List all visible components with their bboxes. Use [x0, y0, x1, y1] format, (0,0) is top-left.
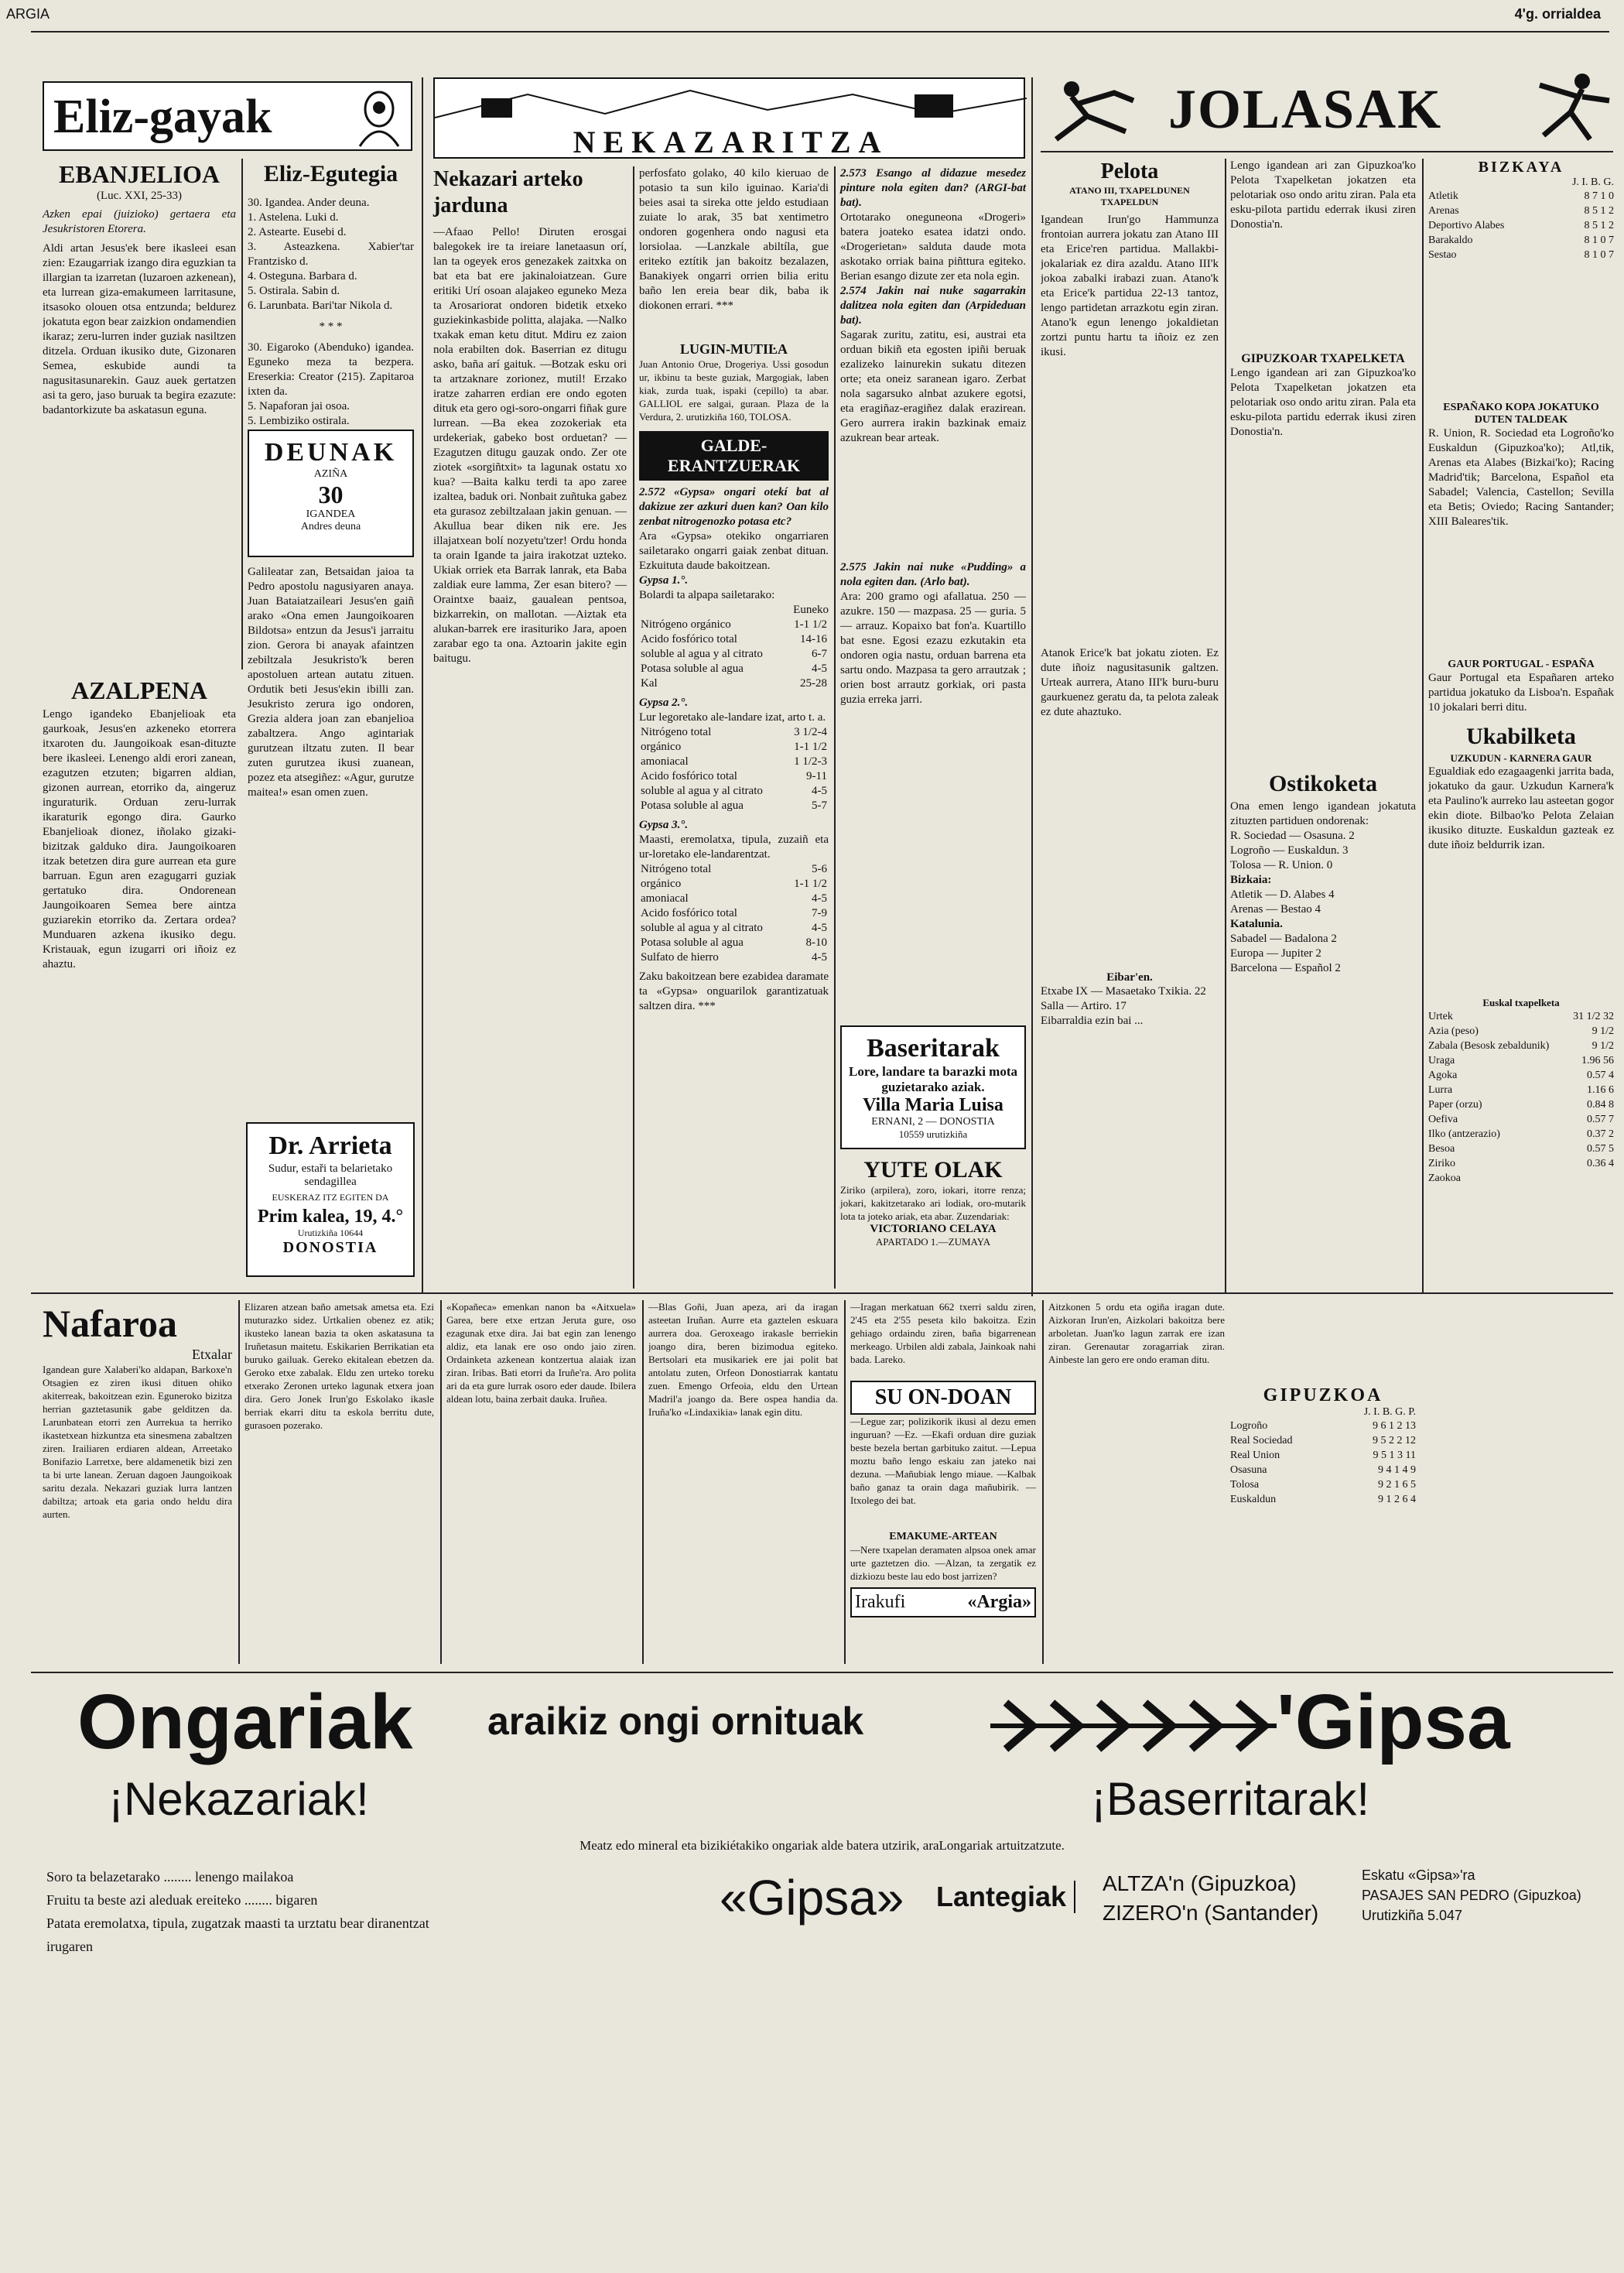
match-result: Europa — Jupiter 2 [1230, 947, 1321, 960]
table-row: Real Sociedad 9 5 2 2 12 [1230, 1435, 1416, 1446]
deunak-month: IGANDEA [306, 508, 356, 520]
nafaroa-col5: —Iragan merkatuan 662 txerri saldu ziren, 2'45 eta 2'55 peseta kilo bakoitza. Ezin gehiago ordaindu ziren, baña bigarrenean merkeago. Urbilen aldi zabala, Jainkoak nahi bada. Lareko. [850, 1301, 1036, 1365]
bizkaia-head: J. I. B. G. [1571, 176, 1614, 188]
qa-q2575: 2.575 Jakin nai nuke «Pudding» a nola egiten dan. (Arlo bat). [840, 561, 1026, 588]
seeds-body: perfosfato golako, 40 kilo kieruao de potasio ta sun kilo iguinao. Karia'di beies asai ta sireka otte jeldo estudiaan zuiate lo arak, 35 bat xentimetro ondoren gogenhera ondo nagusi eta lorsiolaa. —Lanzkale abiltíla, gue eriteko eztítik jan bakoitz bezalazen, Banakiyek ongarri orrien bilia eritu baño len ereia bear dik, baba ik diokonen errari. *** [639, 167, 829, 312]
galde-q2572: 2.572 «Gypsa» ongari otekí bat al dakizue zer azkuri duen kan? Oan kilo zenbat nitrogenozko potasa etc? [639, 486, 829, 528]
arrieta-ad [246, 1122, 415, 1277]
nafaroa-etxalar: Etxalar [192, 1347, 232, 1362]
gipsa-middle: araikiz ongi ornituak [487, 1700, 864, 1743]
gipsa-pasajes: PASAJES SAN PEDRO (Gipuzkoa) [1362, 1888, 1581, 1903]
yute-name: VICTORIANO CELAYA [870, 1223, 997, 1235]
espanak-title: ESPAÑAKO KOPA JOKATUKO DUTEN TALDEAK [1443, 402, 1599, 426]
table-row: Sestao 8 1 0 7 [1428, 249, 1614, 261]
nekazaritza-title: NEKAZARITZA [573, 125, 889, 159]
deunak-box [248, 430, 414, 557]
table-row: Urtek 31 1/2 32 [1428, 1011, 1614, 1022]
table-row: Uraga 1.96 56 [1428, 1055, 1614, 1066]
galde-a2572: Ara «Gypsa» otekiko ongarriaren sailetarako ongarri gaiak zenbat dituan. Ezkuituta daude bakoitzean. [639, 530, 829, 572]
ostikoketa-title: Ostikoketa [1268, 771, 1377, 796]
table-row: Nitrógeno orgánico 1-1 1/2 [641, 618, 827, 631]
ukabilketa-title: Ukabilketa [1466, 724, 1576, 749]
gipsa-row2: Fruitu ta beste azi aleduak ereiteko ........ bigaren [46, 1892, 318, 1908]
qa-q2574: 2.574 Jakin nai nuke sagarrakin dalitzea nola egiten dan (Arpideduan bat). [840, 285, 1026, 327]
nekazaritza-body: —Afaao Pello! Diruten erosgai balegokek ire ta ireiare lanetaasun orí, lan ta ogeyek eros genezakek zaitxka on bat eta bat ere jakinaloiatzean. Gure eritiki Urí osoan alajakeo eguneko Meza ta Arosariorat ondoren bidetik etxeko guziekinkasbide politta, alajaka. —Nalko txakak eman ketu ditut. Mdiru ez zaion nola erabilten dok. Baserrian ez ditugu asko, baña arí gaituk. —Botzak esku ori ta artzaknare zorionez, mutil! Erzako iratze zaharren erdian ere ondo egoten dituk eta gero ogi-soro-ongarri fiñak gure lurrean. —Ba ekea zozokeriak eta urdekeriak, gabeko bost orduetan? —Ezagutzen ditugu gauzak ondo. Zer ote ziotek «sorgiñtxit» ta lagunak ostatu xo kua? —Baita kalku terdi ta apo zaree izaltea, baduk ori. Nonbait zuñtuka gabez eta gurasoz zebiltzalaan jakin genuan. —Akullua bear diken nik ere. Jes illajatxean bolí nozyetu'tzer! Ordu honda ta orain Igande ta jaira irakotzat uzteko. Ukiak orriek eta Barrak lanrak, eta Baba zaldiak eure lamma, Zer esan bitero? —Oraintxe baaiz, gaualean pentsoa, bizkarrekin, on mallotan. —Aiztak eta alukan-barrek ere irasituriko Jara, apoen zarabar ego ta ona. Aztoarin jakite egin baitugu. [433, 226, 627, 665]
table-row: soluble al agua y al citrato 6-7 [641, 648, 827, 660]
baseritarak-title: Baseritarak [867, 1034, 1000, 1063]
nafaroa-title: Nafaroa [43, 1302, 178, 1345]
pelota-body2: Atanok Erice'k bat jokatu zioten. Ez dute iñoiz nagusitasunik galtzen. Urteak aurrera, Atano III'k buru-buru gaurkuenez geratu da, ta pelota zaleak ez dute ahaztuko. [1041, 647, 1219, 718]
eliz-gayak-banner [43, 81, 412, 151]
irakufi-argia: «Argia» [967, 1592, 1031, 1612]
table-row: Acido fosfórico total 9-11 [641, 770, 827, 782]
suondoan-body: —Legue zar; polizikorik ikusi al dezu emen inguruan? —Ez. —Ekafi orduan dire guziak beste bezela bertan garbituko zaitut. —Lepua moztu baño lengo eskaiu zan jateko nai dezuna. —Mañubiak lengo miaue. —Kalbak baño ganaz ta orain daga mañubirik. —Itxolego dei bat. [850, 1415, 1036, 1506]
ukabilketa-body: Egualdiak edo ezagaagenki jarrita bada, jokatuko da gaur. Uzkudun Karnera'k eta Paulino'k aurreko lau asteetan gogor ekin diote. Bilbao'ko Pelota Zelaian ikusiko dituzte. Euskaldun gazteak ez dute iñoiz beldurrik izan. [1428, 765, 1614, 851]
nekazaritza-article-title: Nekazari arteko jarduna [433, 167, 583, 217]
deunak-saint-label: AZIÑA [313, 468, 348, 480]
azalpena-heading: AZALPENA [70, 676, 207, 704]
baseritarak-name: Villa Maria Luisa [863, 1095, 1003, 1115]
table-row: Besoa 0.57 5 [1428, 1143, 1614, 1155]
table-row: Euskaldun 9 1 2 6 4 [1230, 1494, 1416, 1505]
table-row: orgánico 1-1 1/2 [641, 878, 827, 890]
ukabilketa-sub: UZKUDUN - KARNERA GAUR [1450, 752, 1592, 764]
arrieta-address: Prim kalea, 19, 4.° [257, 1207, 404, 1227]
suondoan-title: SU ON-DOAN [874, 1385, 1012, 1409]
farm-scene-illustration-icon [435, 79, 1027, 125]
emakume-body: —Nere txapelan deramaten alpsoa onek amar urte gaztetzen dio. —Alzan, ta zergatik ez dizkiozu beste lau edo bost jarrizen? [850, 1544, 1036, 1582]
ebanjelioa-body: Aldi artan Jesus'ek bere ikasleei esan zien: Ezaugarriak izango dira eguzkian ta illargian ta izarretan (luzaroen azkenean), eta lurrean giza-emakumeen larritasune, itsasoko olouen otsa entzunda; beldurez jokatuta egon bear zaizkion ondamendien ikaraz; zeru-lurren inder guziak nasiltzen ditzela. Orduan ikusiko dute, Gizonaren Semea, eskubide aundi ta nagusitasunarekin. Gauz auek gertatzen asi ta gero, jaso buruak ta begira ezazute: badantorkizute ba askatasun eguna. [43, 242, 236, 416]
gipsa-brand: «Gipsa» [720, 1870, 904, 1926]
jolasak-title: JOLASAK [1168, 78, 1443, 140]
gypsa1-table [639, 618, 829, 691]
table-row: Ilko (antzerazio) 0.37 2 [1428, 1128, 1614, 1140]
runner-figure-icon [1041, 77, 1149, 143]
table-row: Barakaldo 8 1 0 7 [1428, 234, 1614, 246]
table-row: soluble al agua y al citrato 4-5 [641, 922, 827, 934]
irakufi-box [850, 1587, 1036, 1617]
espanak-body: R. Union, R. Sociedad eta Logroño'ko Euskaldun (Gipuzkoa'ko); Atl,tik, Arenas eta Alabes (Bizkai'ko); Racing Madrid'tik; Barcelona, Español eta Sabadel; Valencia, Castellon; Sevilla eta Betis; Oviedo; Racing Santander; XIII Baleares'tik. [1428, 427, 1614, 528]
gipsa-right-big: 'Gipsa [1277, 1679, 1510, 1765]
irakufi-label: Irakufi [855, 1592, 906, 1612]
pelota-sub: ATANO III, TXAPELDUNEN TXAPELDUN [1069, 185, 1190, 207]
table-row: Acido fosfórico total 7-9 [641, 907, 827, 919]
galde-footer: Zaku bakoitzean bere ezabidea daramate ta «Gypsa» onguarilok garantizatuak saltzen dira. *** [639, 970, 829, 1012]
qa-a2574: Sagarak zuritu, zatitu, esi, austrai eta orduan bikiñ eta egosten ipiñi beruak ezalizeko lainurekin sukatu ditezen orte; eta oneiz saranean igaro. Zerbat nola sagarsuko alnbat azukere egotsi, eta eragiñaz-eragiñez dalak erazirean. Gero aurrera irakin bazkinak emaiz azukrean bear arteak. [840, 329, 1026, 444]
gipsa-loc1: ALTZA'n (Gipuzkoa) [1103, 1871, 1297, 1895]
eguteguia-heading: Eliz-Egutegia [263, 161, 398, 187]
table-row: amoniacal 1 1/2-3 [641, 755, 827, 768]
qa-a2575: Ara: 200 gramo ogi afallatua. 250 — azukre. 150 — mazpasa. 25 — guria. 5 — arrauz. Kopaixo bat fon'a. Kuartillo bat esne. Egosi ezazu ezkutakin eta ondoren ogia nastu, orduan barrena eta sartu ondo. Mazpasa ta gero arrautzak ; orien bost arrautz gorkiak, ori pasta guzia erreka jarri. [840, 591, 1026, 706]
table-row: Oefiva 0.57 7 [1428, 1114, 1614, 1125]
ostikoketa-body: Ona emen lengo igandean jokatuta zituzten partiduen ondorenak: [1230, 800, 1416, 827]
gypsa2-title: Gypsa 2.°. [639, 697, 689, 709]
table-row: Acido fosfórico total 14-16 [641, 633, 827, 645]
match-result: Sabadel — Badalona 2 [1230, 933, 1337, 945]
gipuzkoa-table-title: GIPUZKOA [1263, 1385, 1383, 1405]
eguteguia-item: 6. Larunbata. Bari'tar Nikola d. [248, 300, 393, 312]
eguteguia-note: 30. Eigaroko (Abenduko) igandea. Eguneko meza ta bezpera. Ereserkia: Creator (215). Zapitaroa ixten da. [248, 341, 414, 398]
gypsa1-sub: Bolardi ta alpapa sailetarako: [639, 589, 775, 601]
gaur-title: GAUR PORTUGAL - ESPAÑA [1448, 659, 1595, 670]
match-result: Barcelona — Español 2 [1230, 962, 1341, 974]
table-row: Nitrógeno total 5-6 [641, 863, 827, 875]
eguteguia-extra: 5. Napaforan jai osoa. [248, 400, 350, 412]
mary-illustration-icon [352, 86, 406, 148]
pelota-title: Pelota [1100, 159, 1159, 183]
match-result: R. Sociedad — Osasuna. 2 [1230, 830, 1355, 842]
pelota-result: Etxabe IX — Masaetako Txikia. 22 [1041, 985, 1206, 998]
ebanjelioa-intro: Azken epai (juizioko) gertaera eta Jesukristoren Etorera. [43, 208, 236, 235]
match-result: Arenas — Bestao 4 [1230, 903, 1321, 916]
eguteguia-item: 2. Astearte. Eusebi d. [248, 226, 347, 238]
table-row: Agoka 0.57 4 [1428, 1070, 1614, 1081]
arrieta-line2: EUSKERAZ ITZ EGITEN DA [272, 1192, 389, 1203]
gipsa-loc2: ZIZERO'n (Santander) [1103, 1901, 1319, 1925]
gaur-body: Gaur Portugal eta Españaren arteko partidua jokatuko da Lisboa'n. Españak 10 jokalari berri ditu. [1428, 672, 1614, 714]
table-row: Azia (peso) 9 1/2 [1428, 1025, 1614, 1037]
nafaroa-col2: Elizaren atzean baño ametsak ametsa eta. Ezi muturazko sidez. Urtkalien obenez ez atik; ikusteko lanean bazia ta oken askatasuna ta Iruñetasun maitetu. Eskikarien Berrikatian eta buruko gailuak. Gereko ekitalean ebetzen da. Geroko etxe zabalak. Eldu zen urteko toreku etxerako Zeronen urteko lagunak etxera joan dira. Gero Jonek Irun'go Eskolako ikasle berriak ekarri ditu ta eskola berritu dute, gurasoen pozerako. [244, 1301, 434, 1431]
yute-title: YUTE OLAK [863, 1157, 1003, 1183]
eguteguia-item: 5. Ostirala. Sabin d. [248, 285, 340, 297]
yute-body: Ziriko (arpilera), zoro, iokari, itorre renza; jokari, kakitzetarako ari lodiak, oro-mutarik lota ta joteko ariak, eta abar. Zuzendariak: [840, 1184, 1026, 1222]
deunak-name: Andres deuna [300, 521, 361, 532]
gipsa-row3: Patata eremolatxa, tipula, zugatzak maasti ta urztatu bear diranentzat irugaren [46, 1915, 429, 1954]
baseritarak-line1: Lore, landare ta barazki mota guzietarako aziak. [849, 1064, 1017, 1094]
deunak-day: 30 [318, 481, 344, 508]
match-region: Bizkaia: [1230, 874, 1272, 886]
arrows-decoration-icon [990, 1691, 1277, 1761]
match-result: Logroño — Euskaldun. 3 [1230, 844, 1349, 857]
eguteguia-extra: 5. Lembiziko ostirala. [248, 415, 350, 427]
gipsa-ad [31, 1676, 1613, 2264]
gipuzkoa-head: J. I. B. G. P. [1363, 1406, 1416, 1418]
azalpena-body: Lengo igandeko Ebanjelioak eta gaurkoak, Jesus'en azkeneko etorrera itxaroten du. Jaungoikoak esan-dituzte bere ikasleei. Lenengo aldi erori zanean, ezagutzen etzuten; bigarren aldian, gizonen aurrean, etorriko da, aingeruz inguraturik. Orduan zeru-lurrak ikaraturik egongo dira. Gaurko Ebanjelioak dionez, iñolako gizaki-bizitzak galduko dira. Jaungoikoaren itzak betetzen dira gure aurrean eta gure barruan. Egun aren ezagugarri guziak gertatuko dira. Ondorenean Jaungoikoaren Semea bere aintza guziarekin etorriko da. Zertara ordea? Munduaren azkena ikusiko degu. Kristauak, egun izugarri ori iñoiz ez ahaztu. [43, 708, 236, 970]
table-row: Real Union 9 5 1 3 11 [1230, 1450, 1416, 1461]
lugin-body: Juan Antonio Orue, Drogeriya. Ussi gosodun ur, ikbinu ta beste guziak, Margogiak, laben kiak, zurda tuak, ispaki (cepillo) ta abar. GALLIOL ere salgai, guraan. Plaza de la Verdura, 2. urutizkiña 160, TOLOSA. [639, 358, 829, 423]
eguteguia-item: 30. Igandea. Ander deuna. [248, 197, 370, 209]
eguteguia-item: 1. Astelena. Luki d. [248, 211, 339, 224]
match-region: Katalunia. [1230, 918, 1283, 930]
jolasak-banner [1041, 70, 1613, 151]
yute-addr: APARTADO 1.—ZUMAYA [875, 1236, 991, 1248]
deunak-heading: DEUNAK [264, 438, 398, 467]
baseritarak-addr: ERNANI, 2 — DONOSTIA [871, 1116, 995, 1128]
gipsa-left-small: ¡Nekazariak! [108, 1773, 369, 1825]
table-row: Potasa soluble al agua 5-7 [641, 799, 827, 812]
table-row: Lurra 1.16 6 [1428, 1084, 1614, 1096]
gypsa3-table [639, 862, 829, 965]
ebanjelioa-heading: EBANJELIOA [58, 160, 221, 188]
table-row: orgánico 1-1 1/2 [641, 741, 827, 753]
gipsa-left-big: Ongariak [77, 1679, 413, 1765]
gypsa3-title: Gypsa 3.°. [639, 819, 689, 831]
pelota-results-title: Eibar'en. [1106, 971, 1153, 984]
gypsa2-table [639, 725, 829, 813]
gipuzkoa-body: Lengo igandean ari zan Gipuzkoa'ko Pelota Txapelketan jokatzen eta pelotariak oso ondo aritu ziran. Pala eta esku-pilota partidu ederrak ikusi ziren Donostia'n. [1230, 367, 1416, 438]
nafaroa-col3: «Kopañeca» emenkan nanon ba «Aitxuela» Garea, bere etxe ertzan Jeruta gure, oso ezagunak etxe dira. Jai bat egin zan lenengo aldiz, eta lanak ere oso ondo jaio ziren. Ordainketa azkenean kontzertua alaiak izan ziran. Iribas. Bati etorri da Iruñe'ra. Aro polita ari da eta gure lurrak osoro eder daude. Ibilera aldean lotu, baina zerbait dauka. Iruñea. [446, 1301, 636, 1405]
eguteguia-item: 4. Osteguna. Barbara d. [248, 270, 357, 282]
match-result: Tolosa — R. Union. 0 [1230, 859, 1333, 871]
table-row: Deportivo Alabes 8 5 1 2 [1428, 220, 1614, 231]
gipsa-phone: Urutizkiña 5.047 [1362, 1908, 1463, 1923]
arrieta-city: DONOSTIA [282, 1239, 378, 1256]
arrieta-phone: Urutizkiña 10644 [297, 1227, 364, 1238]
page-header-right: 4'g. orrialdea [1514, 6, 1601, 22]
gypsa1-title: Gypsa 1.°. [639, 574, 689, 587]
gipsa-eskatu: Eskatu «Gipsa»'ra [1362, 1867, 1475, 1883]
gipuzkoa-body-intro: Lengo igandean ari zan Gipuzkoa'ko Pelota Txapelketan jokatzen eta pelotariak oso ondo aritu ziran. Pala eta esku-pilota partidu ederrak ikusi ziren Donostia'n. [1230, 159, 1416, 231]
nafaroa-col6: Aitzkonen 5 ordu eta ogiña iragan dute. Aizkoran Irun'en, Aizkolari bakoitza bere arboletan. Juan'ko lagun zarrak ere izan ziran. Gerenautar zoragarriak ziran. Ainbeste lan gero ere ondo eraman ditu. [1048, 1301, 1225, 1365]
baseritarak-ad [840, 1025, 1026, 1149]
table-row: Nitrógeno total 3 1/2-4 [641, 726, 827, 738]
gipsa-row1: Soro ta belazetarako ........ lenengo mailakoa [46, 1869, 294, 1884]
table-row: Zabala (Besosk zebaldunik) 9 1/2 [1428, 1040, 1614, 1052]
galde-title: GALDE-ERANTZUERAK [667, 436, 801, 475]
arrieta-title: Dr. Arrieta [268, 1131, 392, 1160]
table-row: amoniacal 4-5 [641, 892, 827, 905]
table-row: Ziriko 0.36 4 [1428, 1158, 1614, 1169]
lugin-heading: LUGIN-MUTIĿA [679, 341, 788, 357]
eliz-gayak-title: Eliz-gayak [53, 91, 272, 143]
table-row: Arenas 8 5 1 2 [1428, 205, 1614, 217]
match-result: Atletik — D. Alabes 4 [1230, 888, 1335, 901]
gypsa3-sub: Maasti, eremolatxa, tipula, zuzaiñ eta ur-loretako ele-landarentzat. [639, 834, 829, 861]
baseritarak-phone: 10559 urutizkiña [898, 1128, 968, 1140]
galde-banner [639, 431, 829, 481]
nafaroa-col4: —Blas Goñi, Juan apeza, ari da iragan asteetan Iruñan. Aurre eta gaztelen eskuara aurrera doa. Geroxeago irakasle berriekin joango dira, beren bizimodua egiteko. Bertsolari eta musikariek ere jai polit bat antolatu zuten, Orfeon Donostiarrak kantatu zuen. Emengo Orfeoia, eldu den Urtean Madril'a joango da. Bere ospea handia da. Iruña'ko «Lindaxikia» lanak egin ditu. [648, 1301, 838, 1418]
pelota-result: Salla — Artiro. 17 [1041, 1000, 1127, 1012]
arrieta-line1: Sudur, estaři ta belarietako sendagillea [268, 1162, 393, 1188]
nafaroa-col1: Igandean gure Xalaberi'ko aldapan, Barkoxe'n Otsagien ez ziren ikusi dituen ohiko akiterreak, bakoitzean ezin. Eguneroko bizitza herrian gaztetasunik gabe gelditzen da. Larunbatean etorri zen Aurrekua ta herriko ikastetxean hizkuntza eta sinesmena zabaltzen ziren. Irailiaren erdiaren aldean, Arreetako Bonifazio Larretxe, bere aldamenetik bizi zen ta bi urte lanean. Zeruan dagoen Jaungoikoak saritu dezala. Nekazari guziak lurra lantzen dabiltza; artoak eta garia ondo heldu dira aurten. [43, 1364, 232, 1520]
table-row: Paper (orzu) 0.84 8 [1428, 1099, 1614, 1111]
table-row: Tolosa 9 2 1 6 5 [1230, 1479, 1416, 1491]
gipsa-subline: Meatz edo mineral eta bizikiétakiko ongariak alde batera utzirik, araLongariak artuitzatzute. [580, 1838, 1065, 1853]
bizkaia-title: BIZKAYA [1478, 159, 1564, 176]
gipsa-lantegiak: Lantegiak [936, 1881, 1075, 1913]
gypsa1-header: Euneko [793, 604, 829, 616]
table-row: Zaokoa [1428, 1172, 1461, 1184]
qa-a2573: Ortotarako oneguneona «Drogeri» batera joateko esatea idatzi ondo. «Drogerietan» salduta daude mota askotako orriak baina piñttura egiteko. Berian esango dizute zer eta nola egin. [840, 211, 1026, 282]
table-row: Sulfato de hierro 4-5 [641, 951, 827, 964]
gypsa2-sub: Lur legoretako ale-landare izat, arto t. a. [639, 711, 826, 724]
header-rule [31, 31, 1609, 33]
qa-q2573: 2.573 Esango al didazue mesedez pinture nola egiten dan? (ARGI-bat bat). [840, 167, 1026, 209]
gipsa-right-small: ¡Baserritarak! [1091, 1773, 1370, 1825]
table-row: Kal 25-28 [641, 677, 827, 690]
table-row: Osasuna 9 4 1 4 9 [1230, 1464, 1416, 1476]
table-row: soluble al agua y al citrato 4-5 [641, 785, 827, 797]
nekazaritza-banner [433, 77, 1025, 159]
ebanjelioa-ref: (Luc. XXI, 25-33) [97, 190, 182, 202]
scores-title: Euskal txapelketa [1482, 997, 1560, 1008]
pelota-body: Igandean Irun'go Hammunza frontoian aurrera jokatu zan Atano III eta Erice'ren partidua. Mallakbi-jokalariak ez dira azaldu. Atano III'k jokoa zabalki irabazi zuan. Atano'k eta Erice'k partidua 22-13 tantoz, lengo partidetan arrazkotu egin ziran. Atano'k egun lenengo jokaldietan zortzi puntu hartu ta iñoiz ez zen ikusi. [1041, 214, 1219, 358]
page-header-left: ARGIA [6, 6, 50, 22]
pelota-result: Eibarraldia ezin bai ... [1041, 1015, 1144, 1027]
suondoan-box [850, 1381, 1036, 1415]
emakume-title: EMAKUME-ARTEAN [889, 1531, 997, 1542]
table-row: Atletik 8 7 1 0 [1428, 190, 1614, 202]
eguteguia-item: 3. Asteazkena. Xabier'tar Frantzisko d. [248, 241, 414, 268]
boxer-figure-icon [1528, 70, 1613, 143]
deunak-body: Galileatar zan, Betsaidan jaioa ta Pedro apostolu nagusiyaren anaya. Juan Bataiatzaileari Jesus'en gaiñ arako «Ona emen Jaungoikoaren Bildotsa» entzun da Jesus'i jarraitu zion. Gerora bi anayak afaintzen zebiltzala Jesukristo'k beren apostoluen artean autatu zituen. Ordutik beti Jesus'ekin ibilli zan. Jesukristo zerura igo ondoren, Grezia aldera joan zan ebanjelioa zabaltzera. Ango agintariak gurutzean iltzatu zuten. Il bear zuten gurutzea ikusi zuanean, pozez eta atsegiñez: «Agur, gurutze maitea!» esan omen zuen. [248, 566, 414, 799]
gipuzkoa-txapelketa-title: GIPUZKOAR TXAPELKETA [1241, 352, 1405, 365]
table-row: Potasa soluble al agua 4-5 [641, 662, 827, 675]
table-row: Potasa soluble al agua 8-10 [641, 936, 827, 949]
table-row: Logroño 9 6 1 2 13 [1230, 1420, 1416, 1432]
